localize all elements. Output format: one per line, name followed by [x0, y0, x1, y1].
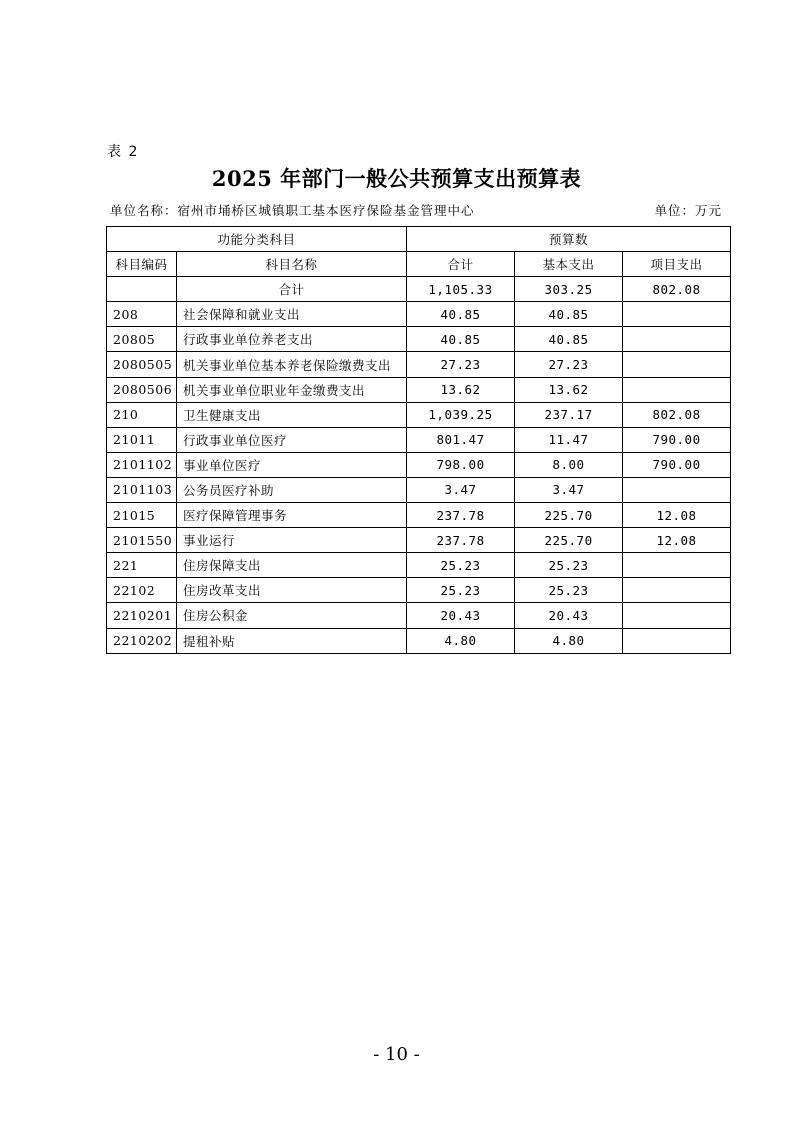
row-basic: 40.85	[515, 302, 623, 327]
document-title: 2025 年部门一般公共预算支出预算表	[211, 166, 582, 191]
table-row	[107, 578, 731, 603]
row-project	[623, 377, 731, 402]
row-code: 210	[107, 402, 177, 427]
unit-info-row	[110, 201, 722, 219]
row-basic: 8.00	[515, 452, 623, 477]
header-name: 科目名称	[177, 252, 407, 277]
row-project: 790.00	[623, 427, 731, 452]
row-basic: 20.43	[515, 603, 623, 628]
total-code-cell	[107, 277, 177, 302]
row-basic: 40.85	[515, 327, 623, 352]
table-row	[107, 477, 731, 502]
row-basic: 225.70	[515, 503, 623, 528]
row-basic: 25.23	[515, 578, 623, 603]
header-basic: 基本支出	[515, 252, 623, 277]
table-row	[107, 377, 731, 402]
row-project	[623, 352, 731, 377]
row-name: 住房公积金	[177, 603, 407, 628]
row-name: 住房改革支出	[177, 578, 407, 603]
row-project	[623, 327, 731, 352]
header-row-columns	[107, 252, 731, 277]
row-total: 1,039.25	[407, 402, 515, 427]
row-project	[623, 302, 731, 327]
row-total: 40.85	[407, 302, 515, 327]
row-code: 2101102	[107, 452, 177, 477]
total-basic: 303.25	[515, 277, 623, 302]
row-code: 2080505	[107, 352, 177, 377]
row-name: 卫生健康支出	[177, 402, 407, 427]
row-basic: 13.62	[515, 377, 623, 402]
table-row	[107, 402, 731, 427]
row-total: 27.23	[407, 352, 515, 377]
row-project: 12.08	[623, 503, 731, 528]
row-code: 21011	[107, 427, 177, 452]
unit-name: 单位名称：宿州市埇桥区城镇职工基本医疗保险基金管理中心	[110, 203, 475, 218]
table-row	[107, 603, 731, 628]
table-number-label: 表 2	[107, 144, 139, 160]
table-row	[107, 553, 731, 578]
row-total: 20.43	[407, 603, 515, 628]
row-code: 2101103	[107, 477, 177, 502]
row-name: 事业运行	[177, 528, 407, 553]
row-name: 提租补贴	[177, 628, 407, 653]
row-total: 3.47	[407, 477, 515, 502]
row-code: 2101550	[107, 528, 177, 553]
row-name: 住房保障支出	[177, 553, 407, 578]
row-project	[623, 628, 731, 653]
row-total: 237.78	[407, 503, 515, 528]
row-project: 802.08	[623, 402, 731, 427]
budget-table	[106, 226, 731, 654]
row-project	[623, 553, 731, 578]
row-total: 237.78	[407, 528, 515, 553]
row-total: 25.23	[407, 553, 515, 578]
row-basic: 27.23	[515, 352, 623, 377]
row-total: 4.80	[407, 628, 515, 653]
row-code: 21015	[107, 503, 177, 528]
table-row	[107, 528, 731, 553]
row-total: 40.85	[407, 327, 515, 352]
row-total: 25.23	[407, 578, 515, 603]
row-basic: 225.70	[515, 528, 623, 553]
table-row	[107, 327, 731, 352]
row-name: 行政事业单位养老支出	[177, 327, 407, 352]
row-total: 13.62	[407, 377, 515, 402]
row-project	[623, 578, 731, 603]
row-name: 事业单位医疗	[177, 452, 407, 477]
header-project: 项目支出	[623, 252, 731, 277]
row-basic: 4.80	[515, 628, 623, 653]
row-project: 790.00	[623, 452, 731, 477]
row-name: 行政事业单位医疗	[177, 427, 407, 452]
row-project	[623, 477, 731, 502]
table-row	[107, 628, 731, 653]
page-number: - 10 -	[373, 1044, 420, 1065]
row-total: 798.00	[407, 452, 515, 477]
table-row	[107, 503, 731, 528]
header-total: 合计	[407, 252, 515, 277]
row-code: 2080506	[107, 377, 177, 402]
table-row	[107, 452, 731, 477]
table-row	[107, 352, 731, 377]
unit-measure: 单位：万元	[654, 203, 722, 218]
row-basic: 237.17	[515, 402, 623, 427]
row-code: 20805	[107, 327, 177, 352]
row-code: 221	[107, 553, 177, 578]
total-project: 802.08	[623, 277, 731, 302]
row-code: 2210201	[107, 603, 177, 628]
header-code: 科目编码	[107, 252, 177, 277]
row-name: 机关事业单位基本养老保险缴费支出	[177, 352, 407, 377]
row-project	[623, 603, 731, 628]
row-basic: 25.23	[515, 553, 623, 578]
row-name: 医疗保障管理事务	[177, 503, 407, 528]
row-total: 801.47	[407, 427, 515, 452]
header-functional-classification: 功能分类科目	[107, 227, 407, 252]
header-budget-amount: 预算数	[407, 227, 731, 252]
total-label: 合计	[177, 277, 407, 302]
row-name: 机关事业单位职业年金缴费支出	[177, 377, 407, 402]
total-row	[107, 277, 731, 302]
row-code: 2210202	[107, 628, 177, 653]
table-row	[107, 302, 731, 327]
row-code: 22102	[107, 578, 177, 603]
total-amount: 1,105.33	[407, 277, 515, 302]
row-name: 社会保障和就业支出	[177, 302, 407, 327]
table-row	[107, 427, 731, 452]
row-name: 公务员医疗补助	[177, 477, 407, 502]
row-basic: 11.47	[515, 427, 623, 452]
row-project: 12.08	[623, 528, 731, 553]
header-row-group	[107, 227, 731, 252]
row-code: 208	[107, 302, 177, 327]
row-basic: 3.47	[515, 477, 623, 502]
